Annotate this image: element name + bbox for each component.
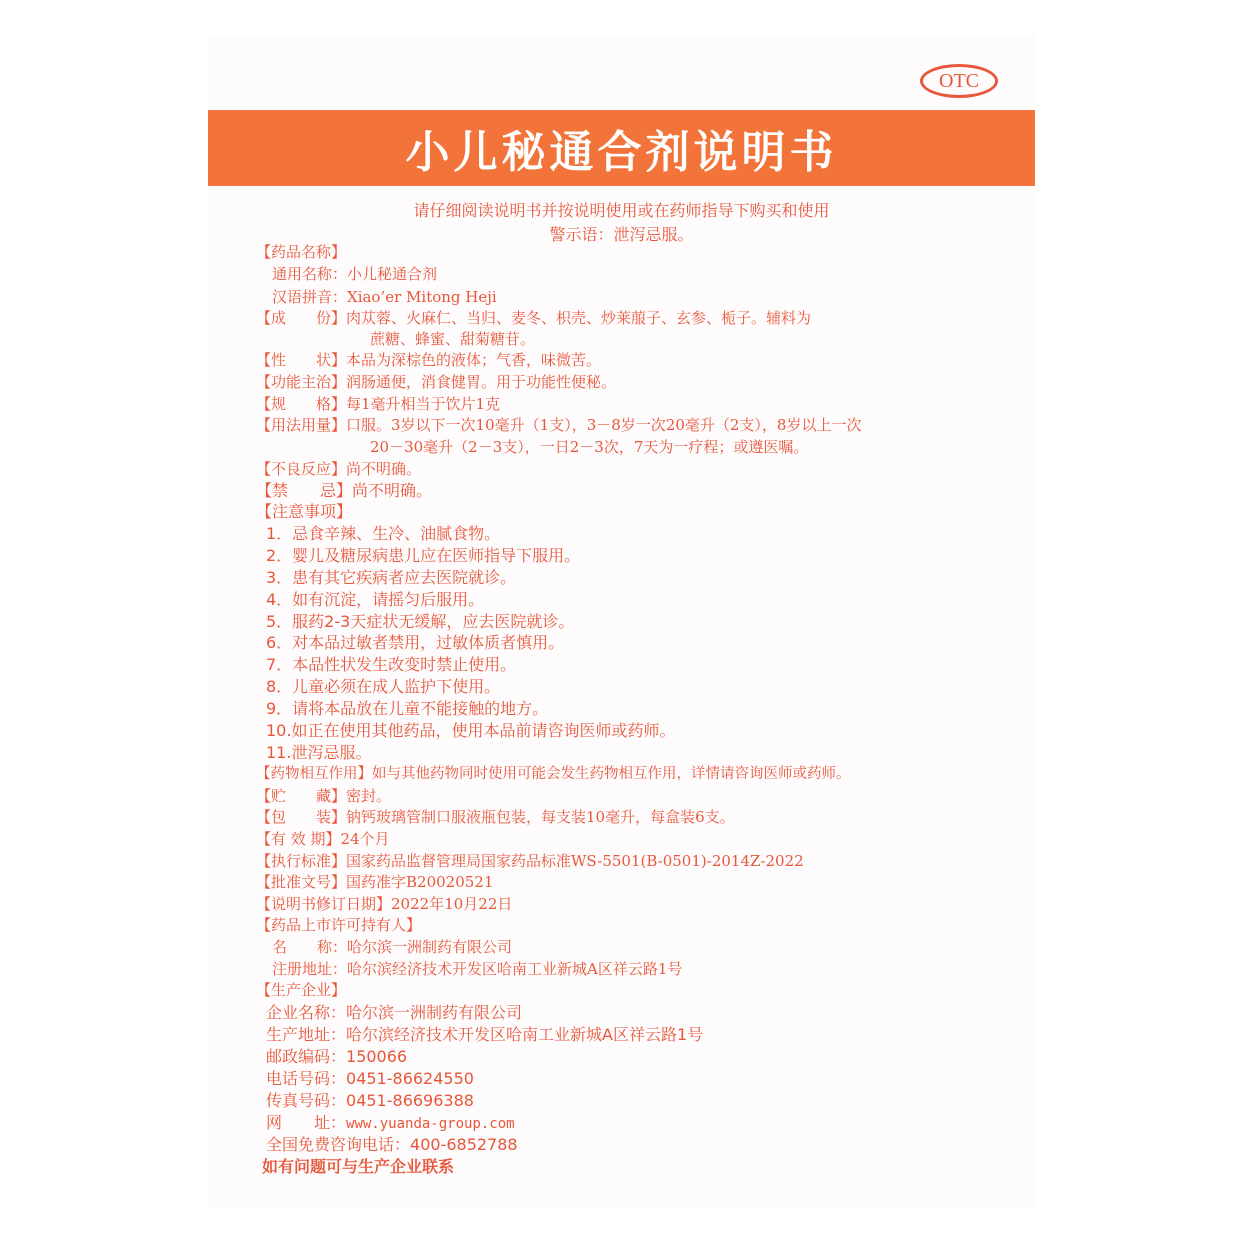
maker-address-text: 哈尔滨经济技术开发区哈南工业新城A区祥云路1号 <box>346 1025 704 1044</box>
reading-instruction: 请仔细阅读说明书并按说明使用或在药师指导下购买和使用 <box>413 201 830 220</box>
zip-row <box>266 1046 407 1067</box>
maker-name-text: 哈尔滨一洲制药有限公司 <box>346 1003 523 1022</box>
interaction-row <box>256 764 851 785</box>
contra-text: 尚不明确。 <box>352 481 433 500</box>
tel-label: 电话号码： <box>266 1069 347 1088</box>
hotline-row <box>266 1134 518 1155</box>
otc-badge <box>920 64 998 98</box>
holder-name-label: 名 称： <box>272 938 348 956</box>
interaction-text: 如与其他药物同时使用可能会发生药物相互作用，详情请咨询医师或药师。 <box>372 766 851 782</box>
precaution-item: 10.如正在使用其他药品，使用本品前请咨询医师或药师。 <box>266 721 676 740</box>
indication-text: 润肠通便，消食健胃。用于功能性便秘。 <box>346 373 617 391</box>
maker-address-row <box>266 1024 703 1045</box>
website-link[interactable]: www.yuanda-group.com <box>346 1116 515 1132</box>
validity-row <box>256 829 390 850</box>
validity-text: 24个月 <box>340 830 390 848</box>
hotline-text: 400-6852788 <box>410 1135 518 1154</box>
holder-address-text: 哈尔滨经济技术开发区哈南工业新城A区祥云路1号 <box>347 960 683 978</box>
indication-label: 【功能主治】 <box>256 373 347 391</box>
ingredients-text: 肉苁蓉、火麻仁、当归、麦冬、枳壳、炒莱菔子、玄参、栀子。辅料为 <box>346 309 812 327</box>
precaution-item: 7．本品性状发生改变时禁止使用。 <box>266 655 517 674</box>
package-text: 钠钙玻璃管制口服液瓶包装，每支装10毫升，每盒装6支。 <box>346 808 735 826</box>
adverse-text: 尚不明确。 <box>346 460 422 478</box>
spec-text: 每1毫升相当于饮片1克 <box>346 395 501 413</box>
approval-row <box>256 872 493 893</box>
precaution-item: 2．婴儿及糖尿病患儿应在医师指导下服用。 <box>266 546 581 565</box>
revision-text: 2022年10月22日 <box>391 895 513 913</box>
package-row <box>256 807 735 828</box>
holder-address-label: 注册地址： <box>272 960 348 978</box>
approval-label: 【批准文号】 <box>256 873 347 891</box>
zip-text: 150066 <box>346 1047 408 1066</box>
usage-continued: 20－30毫升（2－3支），一日2－3次，7天为一疗程；或遵医嘱。 <box>370 438 809 456</box>
website-row <box>266 1112 515 1135</box>
page-title: 小儿秘通合剂说明书 <box>405 127 838 178</box>
indication-row <box>256 372 616 393</box>
ingredients-continued: 蔗糖、蜂蜜、甜菊糖苷。 <box>370 330 536 348</box>
tel-text: 0451-86624550 <box>346 1069 474 1088</box>
pinyin-value: Xiao’er Mitong Heji <box>347 288 497 306</box>
appearance-label: 【性 状】 <box>256 351 347 369</box>
storage-row <box>256 786 391 807</box>
holder-header: 【药品上市许可持有人】 <box>256 916 422 934</box>
precaution-item: 1．忌食辛辣、生冷、油腻食物。 <box>266 524 501 543</box>
precaution-item: 6．对本品过敏者禁用，过敏体质者慎用。 <box>266 633 565 652</box>
appearance-text: 本品为深棕色的液体；气香，味微苦。 <box>346 351 602 369</box>
usage-text: 口服。3岁以下一次10毫升（1支），3－8岁一次20毫升（2支），8岁以上一次 <box>346 416 862 434</box>
standard-label: 【执行标准】 <box>256 852 347 870</box>
standard-text: 国家药品监督管理局国家药品标准WS-5501(B-0501)-2014Z-2022 <box>346 852 804 870</box>
precaution-item: 3．患有其它疾病者应去医院就诊。 <box>266 568 517 587</box>
approval-text: 国药准字B20020521 <box>346 873 494 891</box>
fax-row <box>266 1090 474 1111</box>
fax-text: 0451-86696388 <box>346 1091 474 1110</box>
precaution-item: 5．服药2-3天症状无缓解，应去医院就诊。 <box>266 612 575 631</box>
website-label: 网 址： <box>266 1113 347 1132</box>
holder-name-text: 哈尔滨一洲制药有限公司 <box>347 938 513 956</box>
holder-name-row <box>272 937 512 958</box>
title-banner <box>208 110 1035 186</box>
spec-row <box>256 394 500 415</box>
maker-name-row <box>266 1002 522 1023</box>
contra-row <box>256 480 432 501</box>
hotline-label: 全国免费咨询电话： <box>266 1135 411 1154</box>
storage-text: 密封。 <box>346 787 392 805</box>
revision-label: 【说明书修订日期】 <box>256 895 392 913</box>
interaction-label: 【药物相互作用】 <box>256 766 372 782</box>
generic-name-label: 通用名称： <box>272 265 348 283</box>
validity-label: 【有 效 期】 <box>256 830 341 848</box>
precautions-header: 【注意事项】 <box>256 502 353 521</box>
precaution-item: 8．儿童必须在成人监护下使用。 <box>266 677 501 696</box>
otc-text: OTC <box>939 69 979 92</box>
precaution-item: 11.泄泻忌服。 <box>266 743 372 762</box>
contra-label: 【禁 忌】 <box>256 481 353 500</box>
revision-row <box>256 894 512 915</box>
precaution-item: 9．请将本品放在儿童不能接触的地方。 <box>266 699 549 718</box>
usage-label: 【用法用量】 <box>256 416 347 434</box>
tel-row <box>266 1068 474 1089</box>
fax-label: 传真号码： <box>266 1091 347 1110</box>
usage-row <box>256 415 861 436</box>
generic-name-row <box>272 264 437 285</box>
package-label: 【包 装】 <box>256 808 347 826</box>
ingredients-label: 【成 份】 <box>256 309 347 327</box>
precaution-item: 4．如有沉淀，请摇匀后服用。 <box>266 590 485 609</box>
pinyin-label: 汉语拼音： <box>272 288 348 306</box>
pinyin-row <box>272 287 497 308</box>
maker-name-label: 企业名称： <box>266 1003 347 1022</box>
appearance-row <box>256 350 601 371</box>
storage-label: 【贮 藏】 <box>256 787 347 805</box>
adverse-label: 【不良反应】 <box>256 460 347 478</box>
maker-address-label: 生产地址： <box>266 1025 347 1044</box>
adverse-row <box>256 459 421 480</box>
contact-note: 如有问题可与生产企业联系 <box>262 1157 455 1176</box>
holder-address-row <box>272 959 682 980</box>
standard-row <box>256 851 804 872</box>
warning-text: 警示语：泄泻忌服。 <box>549 225 694 244</box>
spec-label: 【规 格】 <box>256 395 347 413</box>
ingredients-row <box>256 308 811 329</box>
zip-label: 邮政编码： <box>266 1047 347 1066</box>
generic-name-value: 小儿秘通合剂 <box>347 265 438 283</box>
drug-name-header: 【药品名称】 <box>256 243 347 261</box>
manufacturer-header: 【生产企业】 <box>256 981 347 999</box>
